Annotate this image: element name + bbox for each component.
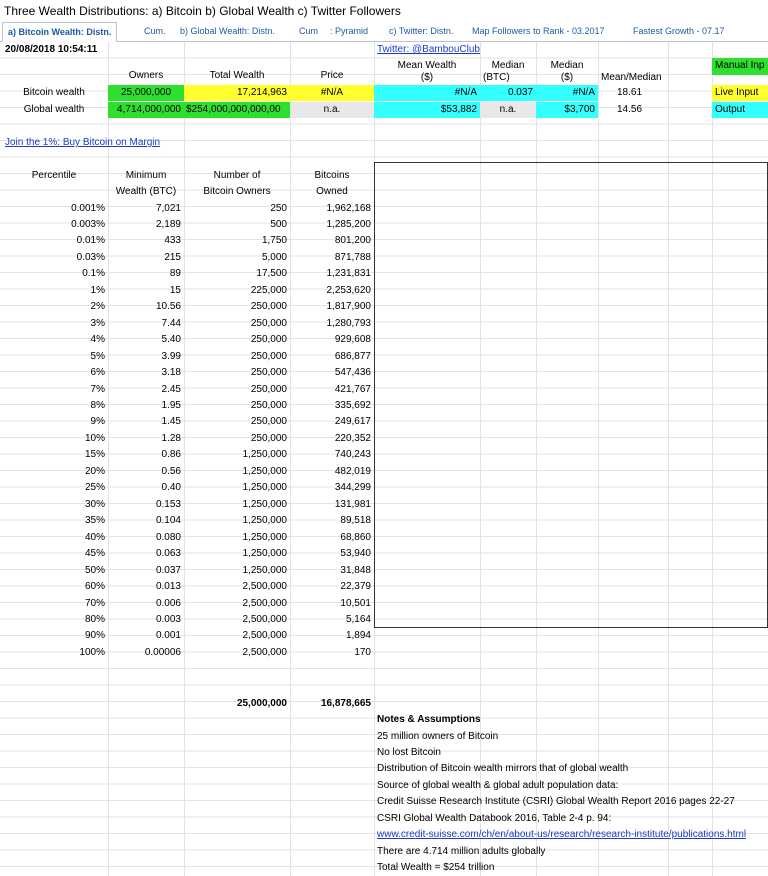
col-mean-wealth-header-1: Mean Wealth	[397, 60, 457, 71]
min-wealth-cell[interactable]: 0.063	[155, 548, 181, 560]
percentile-cell[interactable]: 5%	[90, 350, 105, 362]
credit-suisse-link[interactable]: www.credit-suisse.com/ch/en/about-us/research/research-institute/publications.html	[377, 829, 747, 841]
col-median-btc-header-2: (BTC)	[483, 72, 510, 83]
percentile-cell[interactable]: 10%	[84, 432, 105, 444]
percentile-cell[interactable]: 80%	[84, 614, 105, 625]
header-number-of-1: Number of	[213, 170, 261, 181]
num-owners-cell[interactable]: 2,500,000	[242, 581, 287, 593]
num-owners-cell[interactable]: 1,250,000	[242, 564, 287, 576]
percentile-cell[interactable]: 0.1%	[82, 268, 105, 280]
num-owners-cell[interactable]: 2,500,000	[242, 597, 287, 609]
percentile-cell[interactable]: 1%	[90, 284, 105, 296]
bitcoins-owned-cell[interactable]: 1,962,168	[326, 202, 371, 214]
global-median-btc-cell[interactable]: n.a.	[480, 102, 536, 118]
bitcoin-mean-median-cell[interactable]: 18.61	[617, 87, 643, 98]
percentile-cell[interactable]: 70%	[84, 597, 105, 609]
bitcoins-owned-cell[interactable]: 421,767	[334, 383, 371, 395]
percentile-cell[interactable]: 0.001%	[71, 202, 105, 214]
min-wealth-cell[interactable]: 15	[169, 284, 181, 296]
bitcoins-owned-cell[interactable]: 1,280,793	[326, 317, 371, 329]
window-title: Three Wealth Distributions: a) Bitcoin b) Global Wealth c) Twitter Followers	[4, 4, 401, 18]
percentile-cell[interactable]: 0.003%	[71, 218, 105, 230]
num-owners-cell[interactable]: 1,250,000	[242, 548, 287, 560]
percentile-cell[interactable]: 30%	[84, 498, 105, 510]
bitcoins-owned-cell[interactable]: 5,164	[345, 614, 371, 625]
num-owners-cell[interactable]: 1,250,000	[242, 482, 287, 494]
global-price-cell[interactable]: n.a.	[290, 102, 374, 118]
twitter-link[interactable]: Twitter: @BambouClub	[377, 44, 480, 55]
col-total-wealth-header: Total Wealth	[209, 70, 265, 81]
bitcoins-owned-cell[interactable]: 1,231,831	[326, 268, 371, 280]
tab-global-cum[interactable]: Cum	[299, 26, 319, 36]
min-wealth-cell[interactable]: 0.86	[161, 449, 181, 461]
percentile-cell[interactable]: 0.03%	[76, 251, 105, 263]
num-owners-cell[interactable]: 2,500,000	[242, 630, 287, 642]
bitcoins-owned-cell[interactable]: 1,285,200	[326, 218, 371, 230]
header-minimum-1: Minimum	[125, 170, 167, 181]
num-owners-cell[interactable]: 250,000	[250, 334, 287, 346]
col-mean-median-header: Mean/Median	[601, 72, 662, 83]
num-owners-cell[interactable]: 2,500,000	[242, 614, 287, 625]
num-owners-cell[interactable]: 500	[270, 218, 287, 230]
min-wealth-cell[interactable]: 0.001	[155, 630, 181, 642]
bitcoin-owners-input[interactable]: 25,000,000	[108, 85, 184, 101]
percentile-cell[interactable]: 35%	[84, 515, 105, 527]
bitcoins-owned-cell[interactable]: 335,692	[334, 400, 371, 412]
min-wealth-cell[interactable]: 215	[164, 251, 181, 263]
total-owned-cell[interactable]: 16,878,665	[320, 698, 371, 709]
note-line: No lost Bitcoin	[377, 746, 441, 758]
num-owners-cell[interactable]: 5,000	[261, 251, 287, 263]
header-bitcoins-2: Owned	[316, 186, 348, 197]
num-owners-cell[interactable]: 250,000	[250, 416, 287, 428]
note-line: Credit Suisse Research Institute (CSRI) Global Wealth Report 2016 pages 22-27	[377, 796, 735, 808]
bitcoins-owned-cell[interactable]: 482,019	[334, 465, 371, 477]
sheet-tab-bar	[0, 21, 768, 42]
note-line: There are 4.714 million adults globally	[377, 845, 546, 857]
num-owners-cell[interactable]: 1,250,000	[242, 515, 287, 527]
header-percentile: Percentile	[31, 170, 77, 181]
header-minimum-2: Wealth (BTC)	[115, 186, 177, 197]
row-label-global-wealth: Global wealth	[23, 104, 85, 115]
total-owners-cell[interactable]: 25,000,000	[236, 698, 287, 709]
global-median-usd-cell[interactable]: $3,700	[536, 102, 598, 118]
percentile-cell[interactable]: 60%	[84, 581, 105, 593]
percentile-cell[interactable]: 15%	[84, 449, 105, 461]
num-owners-cell[interactable]: 225,000	[250, 284, 287, 296]
min-wealth-cell[interactable]: 0.104	[155, 515, 181, 527]
bitcoins-owned-cell[interactable]: 89,518	[340, 515, 371, 527]
col-owners-header: Owners	[128, 70, 164, 81]
bitcoins-owned-cell[interactable]: 249,617	[334, 416, 371, 428]
col-mean-wealth-header-2: ($)	[420, 72, 434, 83]
buy-bitcoin-on-margin-link[interactable]: Join the 1%: Buy Bitcoin on Margin	[5, 137, 161, 148]
tab-map-followers-to-rank[interactable]: Map Followers to Rank - 03.2017	[472, 26, 605, 36]
percentile-cell[interactable]: 6%	[90, 367, 105, 379]
bitcoin-mean-wealth-cell[interactable]: #N/A	[374, 85, 480, 101]
bitcoin-median-btc-cell[interactable]: 0.037	[480, 85, 536, 101]
min-wealth-cell[interactable]: 10.56	[155, 301, 181, 313]
min-wealth-cell[interactable]: 433	[164, 235, 181, 247]
bitcoins-owned-cell[interactable]: 131,981	[334, 498, 371, 510]
num-owners-cell[interactable]: 250,000	[250, 350, 287, 362]
bitcoins-owned-cell[interactable]: 344,299	[334, 482, 371, 494]
percentile-cell[interactable]: 4%	[90, 334, 105, 346]
min-wealth-cell[interactable]: 0.003	[155, 614, 181, 625]
bitcoins-owned-cell[interactable]: 220,352	[334, 432, 371, 444]
num-owners-cell[interactable]: 2,500,000	[242, 646, 287, 658]
tab-twitter-distn[interactable]: c) Twitter: Distn.	[389, 26, 454, 36]
num-owners-cell[interactable]: 1,250,000	[242, 498, 287, 510]
min-wealth-cell[interactable]: 0.00006	[144, 646, 181, 658]
num-owners-cell[interactable]: 250	[270, 202, 287, 214]
col-median-usd-header-2: ($)	[560, 72, 574, 83]
tab-pyramid[interactable]: : Pyramid	[330, 26, 369, 36]
bitcoins-owned-cell[interactable]: 2,253,620	[326, 284, 371, 296]
note-line: Source of global wealth & global adult population data:	[377, 779, 619, 791]
legend-live-input: Live Input	[712, 85, 768, 101]
bitcoins-owned-cell[interactable]: 53,940	[340, 548, 371, 560]
bitcoins-owned-cell[interactable]: 10,501	[340, 597, 371, 609]
percentile-cell[interactable]: 25%	[84, 482, 105, 494]
global-total-wealth-input[interactable]: $254,000,000,000,00	[184, 102, 290, 118]
num-owners-cell[interactable]: 250,000	[250, 317, 287, 329]
bitcoins-owned-cell[interactable]: 22,379	[340, 581, 371, 593]
percentile-cell[interactable]: 3%	[90, 317, 105, 329]
min-wealth-cell[interactable]: 0.40	[161, 482, 181, 494]
num-owners-cell[interactable]: 1,750	[261, 235, 287, 247]
col-price-header: Price	[320, 70, 344, 81]
bitcoins-owned-cell[interactable]: 871,788	[334, 251, 371, 263]
bitcoins-owned-cell[interactable]: 929,608	[334, 334, 371, 346]
percentile-cell[interactable]: 7%	[90, 383, 105, 395]
bitcoins-owned-cell[interactable]: 686,877	[334, 350, 371, 362]
percentile-cell[interactable]: 20%	[84, 465, 105, 477]
percentile-cell[interactable]: 0.01%	[76, 235, 105, 247]
note-line: Total Wealth = $254 trillion	[377, 862, 495, 874]
legend-output: Output	[712, 102, 768, 118]
min-wealth-cell[interactable]: 0.013	[155, 581, 181, 593]
min-wealth-cell[interactable]: 1.28	[161, 432, 181, 444]
min-wealth-cell[interactable]: 5.40	[161, 334, 181, 346]
col-median-btc-header-1: Median	[491, 60, 525, 71]
row-label-bitcoin-wealth: Bitcoin wealth	[23, 87, 85, 98]
percentile-cell[interactable]: 50%	[84, 564, 105, 576]
num-owners-cell[interactable]: 250,000	[250, 400, 287, 412]
num-owners-cell[interactable]: 250,000	[250, 432, 287, 444]
global-mean-wealth-cell[interactable]: $53,882	[374, 102, 480, 118]
num-owners-cell[interactable]: 250,000	[250, 383, 287, 395]
percentile-cell[interactable]: 90%	[84, 630, 105, 642]
percentile-cell[interactable]: 40%	[84, 531, 105, 543]
min-wealth-cell[interactable]: 0.037	[155, 564, 181, 576]
bitcoins-owned-cell[interactable]: 1,817,900	[326, 301, 371, 313]
num-owners-cell[interactable]: 1,250,000	[242, 449, 287, 461]
min-wealth-cell[interactable]: 3.99	[161, 350, 181, 362]
percentile-cell[interactable]: 2%	[90, 301, 105, 313]
legend-manual-input: Manual Inp	[712, 58, 768, 75]
timestamp-cell: 20/08/2018 10:54:11	[5, 44, 98, 55]
num-owners-cell[interactable]: 250,000	[250, 301, 287, 313]
note-line: Distribution of Bitcoin wealth mirrors that of global wealth	[377, 763, 629, 775]
bitcoins-owned-cell[interactable]: 170	[354, 646, 371, 658]
tab-cum[interactable]: Cum.	[144, 26, 166, 36]
percentile-cell[interactable]: 100%	[79, 646, 105, 658]
bitcoin-price-cell[interactable]: #N/A	[290, 85, 374, 101]
bitcoins-owned-cell[interactable]: 547,436	[334, 367, 371, 379]
min-wealth-cell[interactable]: 7.44	[161, 317, 181, 329]
note-line: CSRI Global Wealth Databook 2016, Table 2-4 p. 94:	[377, 812, 612, 824]
global-owners-input[interactable]: 4,714,000,000	[108, 102, 184, 118]
note-line: 25 million owners of Bitcoin	[377, 730, 499, 742]
spreadsheet-grid[interactable]	[0, 42, 768, 876]
min-wealth-cell[interactable]: 7,021	[155, 202, 181, 214]
bitcoin-median-usd-cell[interactable]: #N/A	[536, 85, 598, 101]
col-median-usd-header-1: Median	[550, 60, 584, 71]
min-wealth-cell[interactable]: 0.56	[161, 465, 181, 477]
min-wealth-cell[interactable]: 1.95	[161, 400, 181, 412]
min-wealth-cell[interactable]: 0.080	[155, 531, 181, 543]
min-wealth-cell[interactable]: 89	[169, 268, 181, 280]
tab-global-wealth-distn[interactable]: b) Global Wealth: Distn.	[180, 26, 275, 36]
bitcoins-owned-cell[interactable]: 68,860	[340, 531, 371, 543]
num-owners-cell[interactable]: 1,250,000	[242, 465, 287, 477]
percentile-cell[interactable]: 9%	[90, 416, 105, 428]
num-owners-cell[interactable]: 1,250,000	[242, 531, 287, 543]
tab-bitcoin-wealth-distn[interactable]: a) Bitcoin Wealth: Distn.	[2, 22, 117, 42]
header-bitcoins-1: Bitcoins	[314, 170, 350, 181]
min-wealth-cell[interactable]: 2,189	[155, 218, 181, 230]
percentile-cell[interactable]: 45%	[84, 548, 105, 560]
min-wealth-cell[interactable]: 0.006	[155, 597, 181, 609]
tab-fastest-growth[interactable]: Fastest Growth - 07.17	[633, 26, 725, 36]
header-number-of-2: Bitcoin Owners	[203, 186, 271, 197]
global-mean-median-cell[interactable]: 14.56	[617, 104, 643, 115]
num-owners-cell[interactable]: 250,000	[250, 367, 287, 379]
chart-area-frame	[374, 162, 768, 628]
min-wealth-cell[interactable]: 2.45	[161, 383, 181, 395]
bitcoins-owned-cell[interactable]: 740,243	[334, 449, 371, 461]
percentile-cell[interactable]: 8%	[90, 400, 105, 412]
min-wealth-cell[interactable]: 0.153	[155, 498, 181, 510]
bitcoins-owned-cell[interactable]: 1,894	[345, 630, 371, 642]
bitcoins-owned-cell[interactable]: 31,848	[340, 564, 371, 576]
min-wealth-cell[interactable]: 1.45	[161, 416, 181, 428]
num-owners-cell[interactable]: 17,500	[256, 268, 287, 280]
min-wealth-cell[interactable]: 3.18	[161, 367, 181, 379]
bitcoins-owned-cell[interactable]: 801,200	[334, 235, 371, 247]
notes-heading: Notes & Assumptions	[377, 714, 481, 725]
bitcoin-total-wealth-cell[interactable]: 17,214,963	[184, 85, 290, 101]
